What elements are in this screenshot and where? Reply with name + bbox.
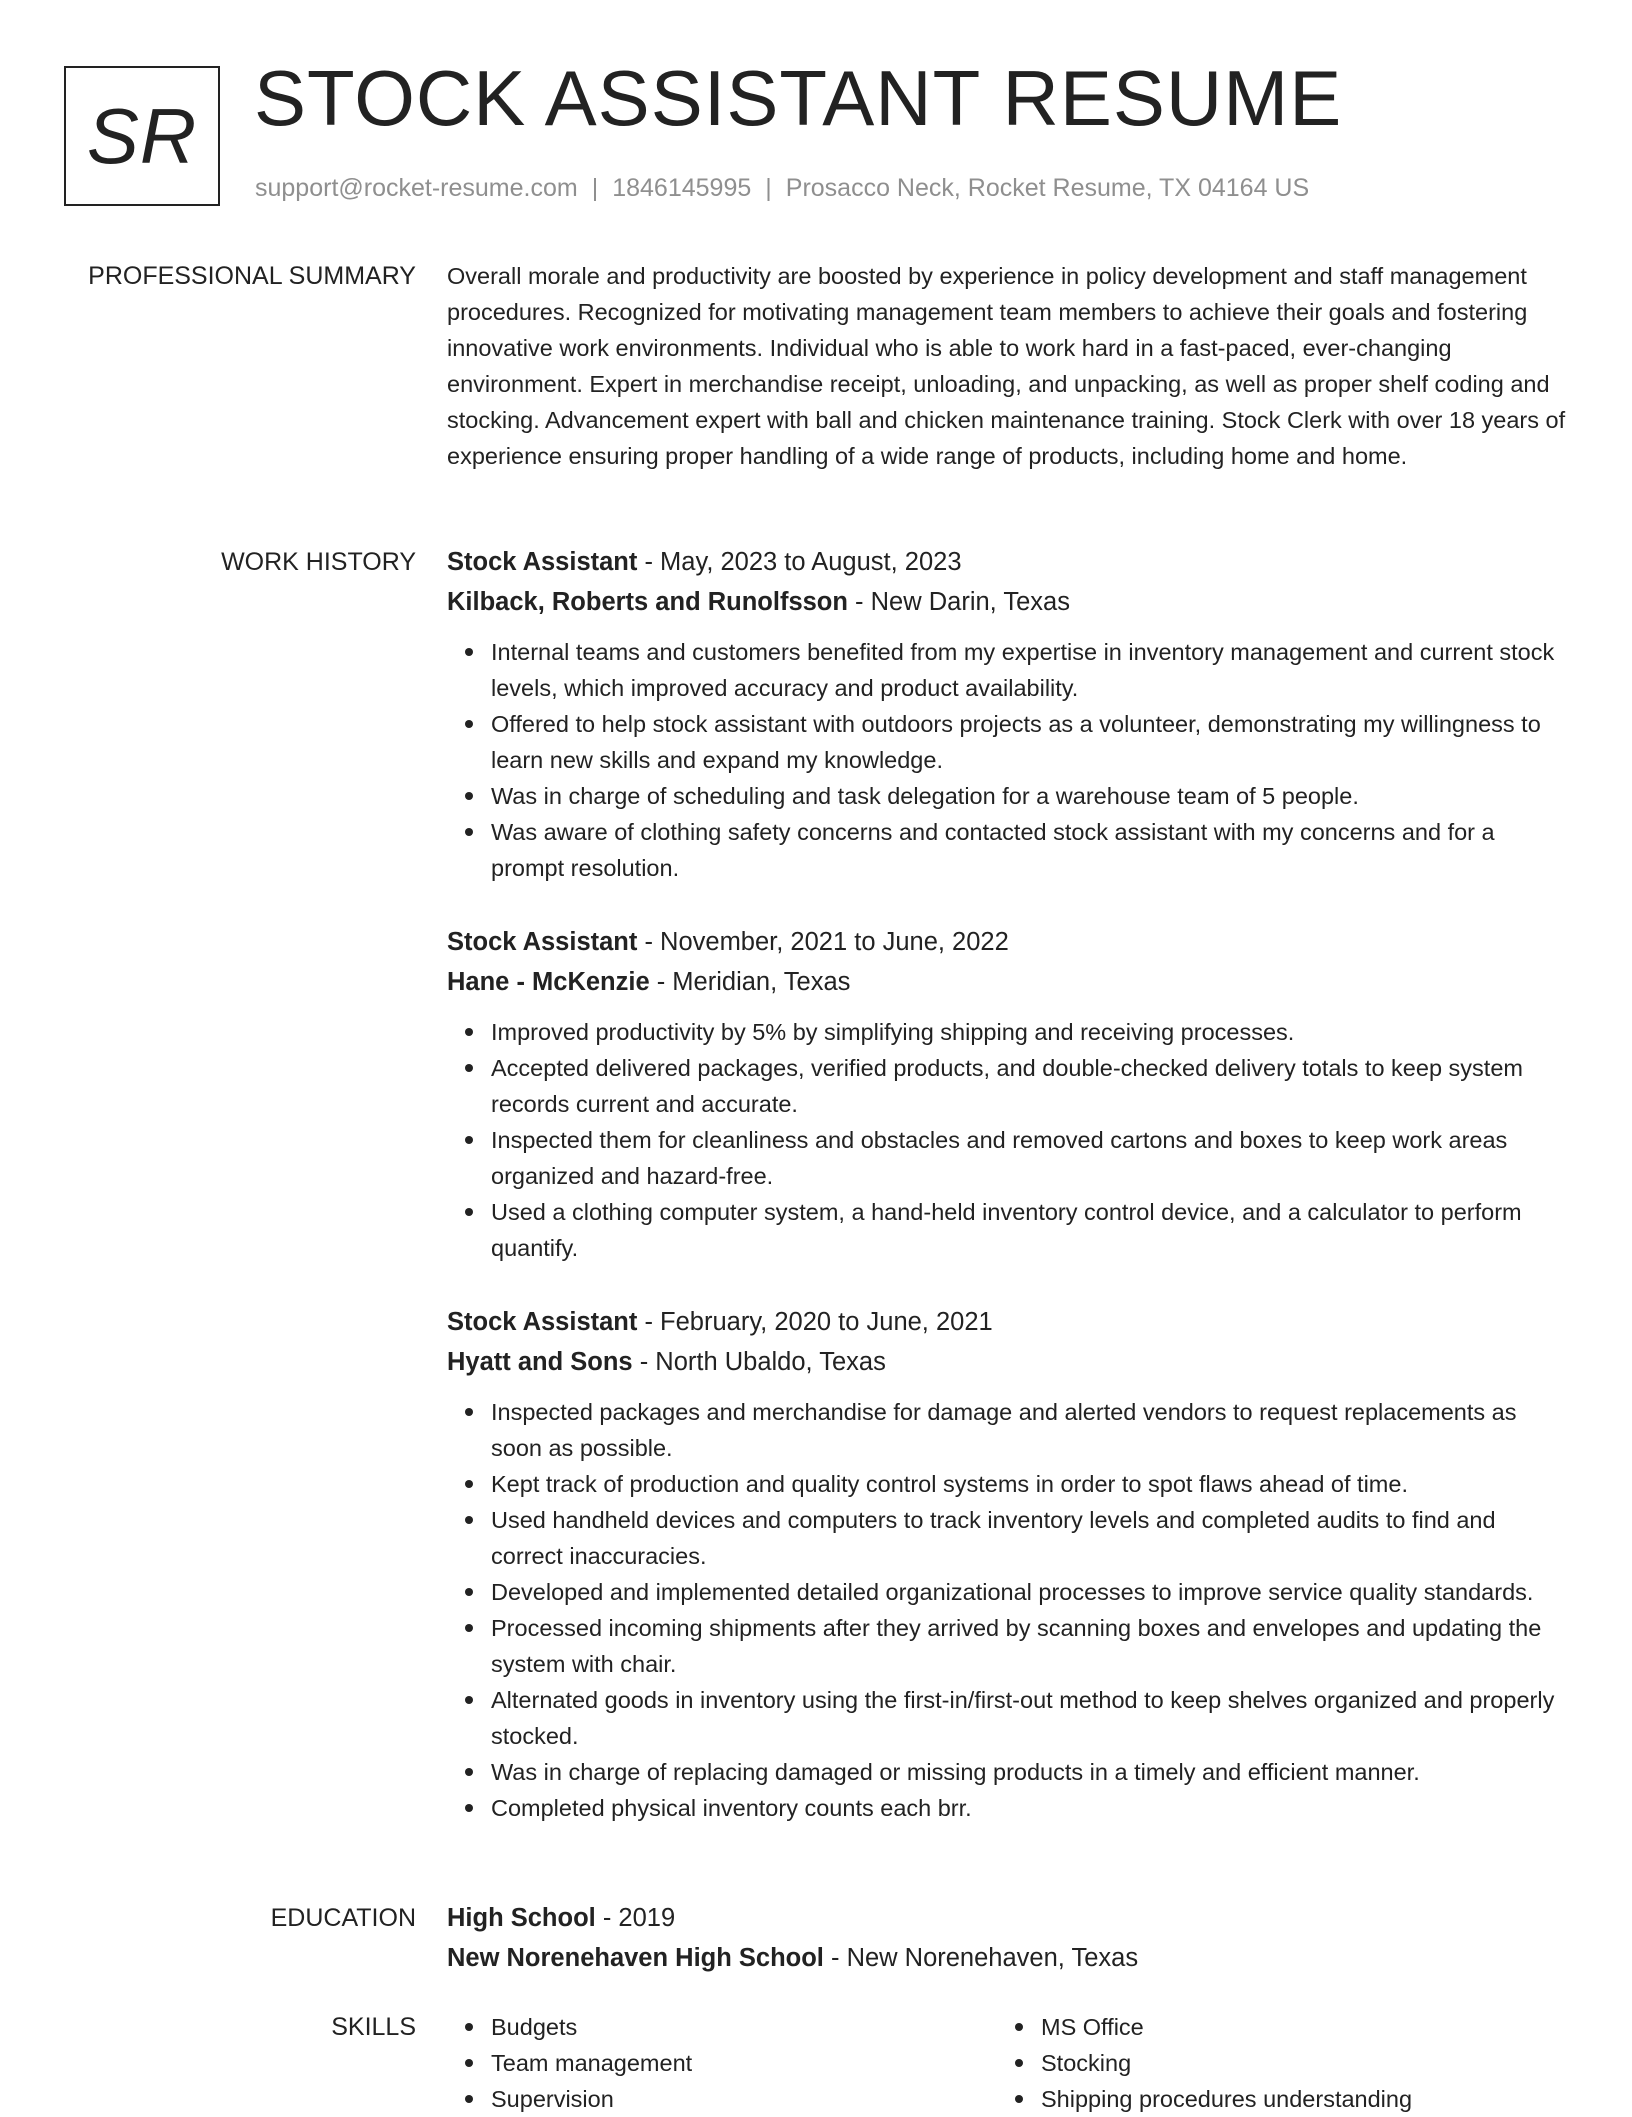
job-dates: - November, 2021 to June, 2022 [637,928,1009,956]
job-entry [447,542,1569,886]
list-item: Kept track of production and quality control systems in order to spot flaws ahead of time. [491,1466,1569,1502]
list-item: Inspected them for cleanliness and obstacles and removed cartons and boxes to keep work areas organized and hazard-free. [491,1122,1569,1194]
section-label-work-history: WORK HISTORY [221,548,416,576]
list-item: Was in charge of replacing damaged or missing products in a timely and efficient manner. [491,1754,1569,1790]
section-label-summary: PROFESSIONAL SUMMARY [88,262,416,290]
contact-address: Prosacco Neck, Rocket Resume, TX 04164 US [785,174,1310,202]
skills-list [997,2009,1517,2117]
education-degree-line [447,1898,1569,1938]
list-item: Offered to help stock assistant with outdoors projects as a volunteer, demonstrating my willingness to learn new skills and expand my knowledge. [491,706,1569,778]
summary-text [447,258,1569,474]
education-school-line [447,1938,1569,1978]
job-company-line [447,962,1569,1002]
job-company: Kilback, Roberts and Runolfsson [447,588,848,616]
job-entry [447,1302,1569,1826]
job-location: - New Darin, Texas [847,588,1070,616]
contact-phone: 1846145995 [612,174,752,202]
education-entry [447,1898,1569,1978]
section-label-education: EDUCATION [270,1904,416,1932]
list-item: Completed physical inventory counts each brr. [491,1790,1569,1826]
list-item: Improved productivity by 5% by simplifying shipping and receiving processes. [491,1014,1569,1050]
contact-separator: | [591,174,599,202]
skill-item: Stocking [1041,2045,1517,2081]
education-degree: High School [447,1904,596,1932]
list-item: Developed and implemented detailed organizational processes to improve service quality standards. [491,1574,1569,1610]
list-item: Internal teams and customers benefited from my expertise in inventory management and current stock levels, which improved accuracy and product availability. [491,634,1569,706]
list-item: Used a clothing computer system, a hand-held inventory control device, and a calculator to perform quantify. [491,1194,1569,1266]
job-title-line [447,542,1569,582]
job-company: Hyatt and Sons [447,1348,633,1376]
resume-title: STOCK ASSISTANT RESUME [254,54,1343,142]
list-item: Processed incoming shipments after they arrived by scanning boxes and envelopes and updating the system with chair. [491,1610,1569,1682]
skill-item: MS Office [1041,2009,1517,2045]
contact-line [255,174,1309,203]
monogram-logo: SR [64,66,220,206]
skill-item: Supervision [491,2081,967,2117]
job-company-line [447,582,1569,622]
education-year: - 2019 [595,1904,676,1932]
job-location: - North Ubaldo, Texas [632,1348,886,1376]
job-bullets [447,1394,1569,1826]
job-dates: - February, 2020 to June, 2021 [637,1308,993,1336]
education-school: New Norenehaven High School [447,1944,824,1972]
list-item: Used handheld devices and computers to track inventory levels and completed audits to find and correct inaccuracies. [491,1502,1569,1574]
list-item: Accepted delivered packages, verified products, and double-checked delivery totals to keep system records current and accurate. [491,1050,1569,1122]
job-title: Stock Assistant [447,928,638,956]
list-item: Was in charge of scheduling and task delegation for a warehouse team of 5 people. [491,778,1569,814]
job-company: Hane - McKenzie [447,968,650,996]
summary-paragraph: Overall morale and productivity are boosted by experience in policy development and staff management procedures. Recognized for motivating management team members to achieve their goals and fostering innovative work environments. Individual who is able to work hard in a fast-paced, ever-changing environment. Expert in merchandise receipt, unloading, and unpacking, as well as proper shelf coding and stocking. Advancement expert with ball and chicken maintenance training. Stock Clerk with over 18 years of experience ensuring proper handling of a wide range of products, including home and home. [447,263,1566,469]
section-label-skills: SKILLS [331,2013,416,2041]
job-dates: - May, 2023 to August, 2023 [637,548,962,576]
skill-item: Team management [491,2045,967,2081]
job-company-line [447,1342,1569,1382]
education-location: - New Norenehaven, Texas [823,1944,1139,1972]
job-location: - Meridian, Texas [649,968,851,996]
list-item: Inspected packages and merchandise for damage and alerted vendors to request replacements as soon as possible. [491,1394,1569,1466]
skills-column-right [997,2009,1517,2117]
contact-separator: | [765,174,772,202]
skill-item: Shipping procedures understanding [1041,2081,1517,2117]
job-bullets [447,634,1569,886]
contact-email: support@rocket-resume.com [255,174,578,202]
job-bullets [447,1014,1569,1266]
job-title: Stock Assistant [447,1308,638,1336]
list-item: Was aware of clothing safety concerns and contacted stock assistant with my concerns and for a prompt resolution. [491,814,1569,886]
skills-column-left [447,2009,967,2117]
skills-list [447,2009,967,2117]
list-item: Alternated goods in inventory using the first-in/first-out method to keep shelves organized and properly stocked. [491,1682,1569,1754]
job-entry [447,922,1569,1266]
job-title: Stock Assistant [447,548,638,576]
job-title-line [447,1302,1569,1342]
job-title-line [447,922,1569,962]
skill-item: Budgets [491,2009,967,2045]
